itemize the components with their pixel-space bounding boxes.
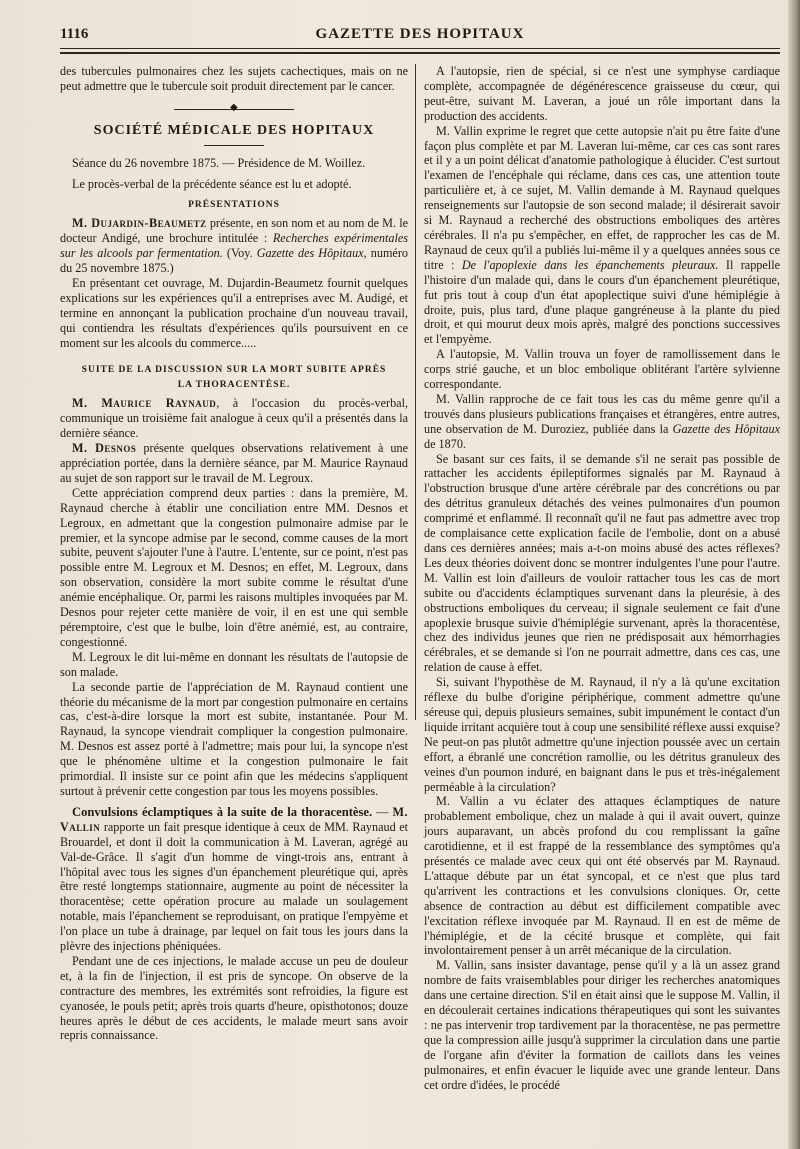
speaker-name: M. Dujardin-Beaumetz	[72, 216, 207, 231]
hypothese-paragraph: Si, suivant l'hypothèse de M. Raynaud, il n'y a là qu'une excitation réflexe du bulbe d'origine périphérique, comment admettre qu'une séreuse qui, depuis plusieurs semaines, subit impunément le contact d'un liquide irritant acquière tout à coup une sensibilité réflexe aussi exquise? Ne peut-on pas plutôt admettre qu'une injection poussée avec un certain effort, a ébranlé une concrétion ramollie, ou les détritus granuleux des veines d'un poumon induré, en baignant dans le pus et très-inégalement perméable à la circulation?	[424, 675, 780, 794]
page-edge-shadow	[788, 0, 800, 1149]
vallin-regret-paragraph: M. Vallin exprime le regret que cette autopsie n'ait pu être faite d'une façon plus complète et par M. Laveran lui-même, car ces cas sont rares et il y a un point délicat d'anatomie pathologique à élucider. C'est surtout l'examen de l'encéphale qui réclame, dans ces cas, une attention toute particulière et, à ce sujet, M. Vallin demande à M. Raynaud quelques renseignements sur l'autopsie de son second malade; il désirerait savoir si M. Raynaud a recherché des obstructions emboliques des artères cérébrales. Il n'a pu s'empêcher, en effet, de rapprocher les cas de M. Raynaud de ceux qu'il a publiés lui-même il y a quelques années sous ce titre : De l'apoplexie dans les épanchements pleuraux. Il rappelle l'histoire d'un malade qui, dans le cours d'un épanchement pleurétique, fut pris tout à coup d'un état apoplectique suivi d'une hémiplégie à droite, puis, plus tard, d'une plaque gangréneuse à la plante du pied droit, et qui mourut deux mois après, malgré des ponctions successives et l'empyème.	[424, 123, 780, 347]
duroziez-paragraph: M. Vallin rapproche de ce fait tous les cas du même genre qu'il a trouvés dans plusieurs publications françaises et étrangères, entre autres, une observation de M. Duroziez, publiée dans la Gazette des Hôpitaux de 1870.	[424, 391, 780, 451]
speaker-name: M. Desnos	[72, 441, 137, 456]
injection-paragraph: Pendant une de ces injections, le malade accuse un peu de douleur et, à la fin de l'injection, il est pris de syncope. On observe de la contracture des membres, les extrémités sont refroidies, la figure est cyanosée, le pouls petit; après trois quarts d'heure, opisthotonos; douze heures après le début de ces accidents, le malade meurt sans avoir repris connaissance.	[60, 953, 408, 1043]
title-rule	[204, 145, 264, 146]
speaker-name: M. Maurice Raynaud	[72, 396, 217, 411]
book-title: Recherches expérimentales sur les alcools par fermentation.	[60, 231, 408, 261]
appreciation-paragraph: Cette appréciation comprend deux parties : dans la première, M. Raynaud cherche à établir une conciliation entre MM. Desnos et Legroux, en admettant que la congestion pulmonaire admise par le premier, et la syncope admise par le second, comme causes de la mort subite, peuvent s'ajouter l'une à l'autre. L'entente, sur ce point, n'est pas possible entre M. Legroux et M. Desnos; en effet, M. Legroux, dans son observation, considère la mort subite comme le résultat d'une anémie encéphalique. Or, parmi les raisons multiples invoquées par M. Desnos pour rejeter cette manière de voir, il en est une qui semble péremptoire, c'est que le bulbe, loin d'être anémié, est, au contraire, congestionné.	[60, 485, 408, 649]
journal-name: Gazette des Hôpitaux	[672, 421, 780, 436]
presentations-heading: PRÉSENTATIONS	[188, 199, 280, 210]
column-divider	[415, 64, 416, 720]
convulsions-heading: Convulsions éclamptiques à la suite de la thoracentèse.	[72, 804, 373, 819]
presentation-followup: En présentant cet ouvrage, M. Dujardin-Beaumetz fournit quelques explications sur les expériences qu'il a entreprises avec M. Audigé, et termine en annonçant la publication prochaine d'un nouveau travail, qui contiendra les résultats d'expériences qu'ils poursuivent en ce moment sur les alcools du commerce.....	[60, 276, 408, 350]
desnos-paragraph: M. Desnos présente quelques observations relativement à une appréciation portée, dans la dernière séance, par M. Maurice Raynaud au sujet de son rapport sur le travail de M. Legroux.	[60, 441, 408, 485]
journal-name: Gazette des Hôpitaux	[256, 246, 364, 261]
embolie-paragraph: Se basant sur ces faits, il se demande s'il ne serait pas possible de rattacher les accidents épileptiformes signalés par M. Raynaud à l'obstruction brusque d'une artère cérébrale par des concrétions ou par des détritus granuleux détachés des veines pulmonaires d'un poumon comprimé et enflammé. Il reconnaît qu'il ne faut pas admettre avec trop de complaisance cette explication facile de l'embolie, dont on a abusé dans ces dernières années; mais a-t-on moins abusé des actes réflexes? Les deux théories doivent donc se montrer indulgentes l'une pour l'autre. M. Vallin est loin d'ailleurs de vouloir rattacher tous les cas de mort subite ou d'accidents éclamptiques survenant dans la pleurésie, à des obstructions emboliques du cerveau; il signale seulement ce fait d'une apoplexie brusque suivie d'hémiplégie survenant, après la thoracentèse, chez des individus jeunes que rien ne prédisposait aux hémorrhagies cérébrales, et se demande si l'on ne pourrait admettre, dans ces cas, une relation de cause à effet.	[424, 451, 780, 675]
running-head: GAZETTE DES HOPITAUX	[315, 26, 525, 42]
ramollissement-paragraph: A l'autopsie, M. Vallin trouva un foyer de ramollissement dans le corps strié gauche, et un bloc embolique oblitérant l'artère sylvienne correspondante.	[424, 347, 780, 392]
header-rule	[60, 48, 780, 49]
intro-paragraph: des tubercules pulmonaires chez les sujets cachectiques, mais on ne peut admettre que le tubercule soit produit directement par le cancer.	[60, 64, 408, 93]
seance-line: Séance du 26 novembre 1875. — Présidence de M. Woillez.	[72, 155, 366, 170]
raynaud-paragraph: M. Maurice Raynaud, à l'occasion du procès-verbal, communique un troisième fait analogue à ceux qu'il a présentés dans la dernière séance.	[60, 396, 408, 441]
convulsions-paragraph: Convulsions éclamptiques à la suite de la thoracentèse. — M. Vallin rapporte un fait presque identique à ceux de MM. Raynaud et Brouardel, et dont il doit la communication à M. Laveran, agrégé au Val-de-Grâce. Il s'agit d'un homme de vingt-trois ans, entrant à l'hôpital avec tous les signes d'un épanchement pleurétique qui, après être resté longtemps stationnaire, augmente au point de nécessiter la thoracentèse; cette opération procure au malade un soulagement notable, mais l'épanchement se reproduisant, on pratique l'empyème et l'on place un tube à drainage, par lequel on fait tous les jours dans la plèvre des injections phéniquées.	[60, 804, 408, 954]
page-header	[60, 26, 780, 48]
seconde-partie-paragraph: La seconde partie de l'appréciation de M. Raynaud contient une théorie du mécanisme de la mort par congestion pulmonaire en certains cas, c'est-à-dire lorsque la mort est subite, instantanée. Pour M. Raynaud, la syncope viendrait compliquer la congestion pulmonaire. M. Desnos est assez porté à l'admettre; mais pour lui, la syncope n'est que le phénomène ultime et la congestion pulmonaire le fait primordial. Il insiste sur ce point afin que les médecins s'appliquent surtout à prévenir cette congestion par tous les moyens possibles.	[60, 679, 408, 798]
right-column	[424, 64, 780, 1093]
article-title: De l'apoplexie dans les épanchements pleuraux.	[461, 257, 719, 272]
proces-verbal: Le procès-verbal de la précédente séance est lu et adopté.	[72, 176, 352, 191]
attaques-paragraph: M. Vallin a vu éclater des attaques éclamptiques de nature probablement embolique, chez un malade à qui il avait ouvert, quinze jours auparavant, un abcès profond du cou remplissant la gaîne carotidienne, et il est frappé de la ressemblance des symptômes qu'a présentés ce malade avec ceux qui ont été observés par M. Raynaud. L'attaque débute par un état syncopal, et ce n'est que plus tard qu'arrivent les contractions et les convulsions cloniques. Or, cette absence de contraction au début est difficilement compatible avec l'excitation réflexe invoquée par M. Raynaud. Il en est de même de l'hémiplégie, et de la cécité brusque et complète, qui fait involontairement penser à un arrêt mécanique de la circulation.	[424, 794, 780, 958]
section-ornament: ◆	[174, 106, 294, 114]
page-number: 1116	[60, 26, 89, 42]
presentation-paragraph: M. Dujardin-Beaumetz présente, en son nom et au nom de M. le docteur Andigé, une brochure intitulée : Recherches expérimentales sur les alcools par fermentation. (Voy. Gazette des Hôpitaux, numéro du 25 novembre 1875.)	[60, 216, 408, 276]
header-rule-double	[60, 52, 780, 54]
speaker-name: M. Vallin	[60, 804, 408, 834]
left-column	[60, 64, 408, 1043]
indications-paragraph: M. Vallin, sans insister davantage, pense qu'il y a là un assez grand nombre de faits vraisemblables pour diriger les recherches anatomiques dans une certaine direction. S'il en était ainsi que le suppose M. Vallin, il en découlerait certaines indications thérapeutiques qui sont les suivantes : ne pas intervenir trop tardivement par la thoracentèse, ne pas permettre que la compression aille jusqu'à supprimer la circulation dans une partie de l'organe afin d'éviter la formation de caillots dans les veines pulmonaires, et enfin évacuer le liquide avec une grande lenteur. Dans cet ordre d'idées, le procédé	[424, 958, 780, 1092]
discussion-heading: SUITE DE LA DISCUSSION SUR LA MORT SUBITE APRÈS LA THORACENTÈSE.	[81, 364, 387, 390]
autopsie-paragraph: A l'autopsie, rien de spécial, si ce n'est une symphyse cardiaque complète, accompagnée de dégénérescence graisseuse du cœur, qui peut-être, suivant M. Laveran, a joué un rôle important dans la production des accidents.	[424, 64, 780, 123]
legroux-paragraph: M. Legroux le dit lui-même en donnant les résultats de l'autopsie de son malade.	[60, 649, 408, 679]
section-title: SOCIÉTÉ MÉDICALE DES HOPITAUX	[93, 122, 375, 138]
